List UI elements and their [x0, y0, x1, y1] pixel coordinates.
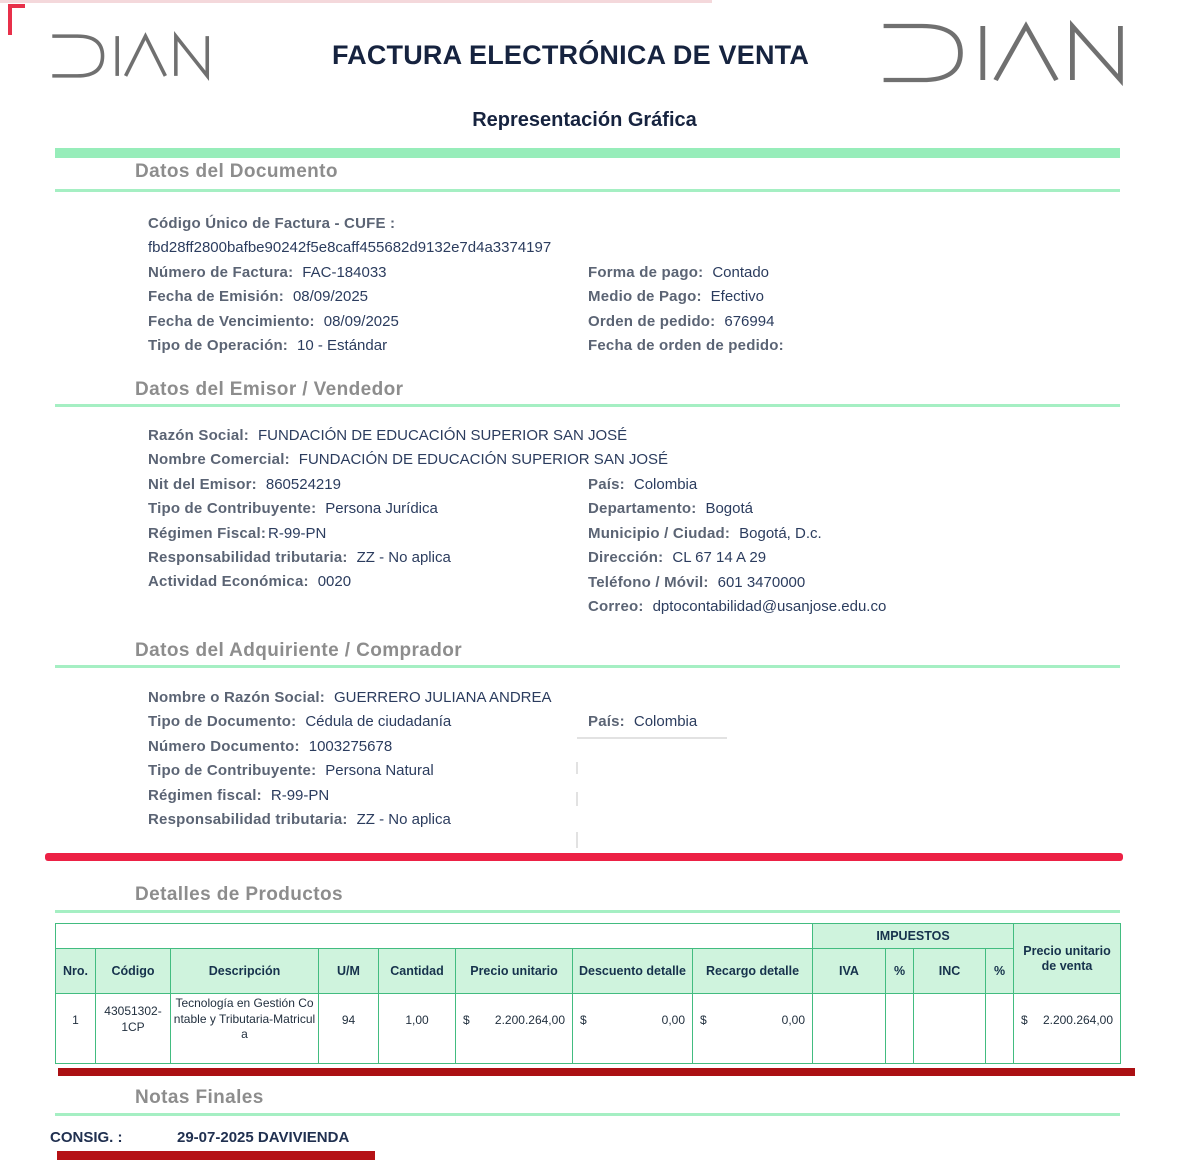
- field-correo: Correo: dptocontabilidad@usanjose.edu.co: [588, 597, 887, 615]
- field-medio-pago: Medio de Pago: Efectivo: [588, 288, 764, 306]
- products-table: [55, 923, 1121, 1064]
- page-subtitle: Representación Gráfica: [472, 109, 697, 131]
- amount: 0,00: [661, 1012, 685, 1027]
- crop-mark: [8, 4, 12, 35]
- column-header-recargo-detalle: Recargo detalle: [693, 949, 813, 994]
- consig-value: 29-07-2025 DAVIVIENDA: [177, 1129, 350, 1146]
- column-header-precio-unitario: Precio unitario: [456, 949, 573, 994]
- emisor-fields-right: [588, 473, 886, 619]
- section-heading-notas: Notas Finales: [135, 1087, 264, 1108]
- green-divider: [55, 189, 1120, 192]
- cell-recargo-detalle: [693, 994, 813, 1064]
- redacted-content: [577, 737, 727, 739]
- field-nit-emisor: Nit del Emisor: 860524219: [148, 475, 341, 493]
- field-forma-pago: Forma de pago: Contado: [588, 264, 770, 281]
- table-row: [56, 994, 1121, 1064]
- amount: 2.200.264,00: [1042, 1012, 1114, 1027]
- crop-mark: [8, 4, 25, 8]
- column-header-iva: IVA: [813, 949, 886, 994]
- column-header-impuestos: IMPUESTOS: [813, 924, 1014, 949]
- section-heading-documento: Datos del Documento: [135, 161, 338, 182]
- cell-cantidad: 1,00: [379, 994, 456, 1064]
- cell-inc: [914, 994, 986, 1064]
- currency-symbol: $: [580, 1012, 587, 1027]
- scan-artifact-line: [0, 0, 712, 3]
- red-divider-line: [45, 853, 1123, 861]
- cell-inc-pct: [986, 994, 1014, 1064]
- field-numero-documento: Número Documento: 1003275678: [148, 737, 393, 755]
- field-fecha-vencimiento: Fecha de Vencimiento: 08/09/2025: [148, 312, 399, 330]
- page-title: FACTURA ELECTRÓNICA DE VENTA: [331, 40, 810, 70]
- field-tipo-contribuyente-emisor: Tipo de Contribuyente: Persona Jurídica: [148, 500, 438, 518]
- currency-symbol: $: [463, 1012, 470, 1027]
- field-cufe-value: fbd28ff2800bafbe90242f5e8caff455682d9132e7d4a3374197: [148, 239, 552, 257]
- redacted-content: [576, 832, 578, 848]
- consig-label: CONSIG. :: [50, 1129, 123, 1146]
- green-divider: [55, 910, 1120, 913]
- adquiriente-fields-right: [588, 710, 697, 734]
- green-divider: [55, 665, 1120, 668]
- column-header-nro: Nro.: [56, 949, 96, 994]
- column-header-codigo: Código: [96, 949, 171, 994]
- section-heading-productos: Detalles de Productos: [135, 884, 343, 905]
- field-pais-emisor: País: Colombia: [588, 476, 698, 493]
- field-nombre-razon-social: Nombre o Razón Social: GUERRERO JULIANA ANDREA: [148, 689, 552, 706]
- documento-fields-left: [148, 212, 551, 358]
- section-heading-adquiriente: Datos del Adquiriente / Comprador: [135, 640, 463, 661]
- amount: 2.200.264,00: [494, 1012, 565, 1027]
- field-responsabilidad-tributaria-emisor: Responsabilidad tributaria: ZZ - No aplica: [148, 548, 451, 566]
- field-tipo-contribuyente-adquiriente: Tipo de Contribuyente: Persona Natural: [148, 762, 434, 780]
- cell-precio-unitario-venta: [1014, 994, 1121, 1064]
- field-fecha-orden-pedido: Fecha de orden de pedido:: [588, 337, 784, 355]
- field-telefono: Teléfono / Móvil: 601 3470000: [588, 573, 806, 591]
- cell-iva: [813, 994, 886, 1064]
- field-razon-social: Razón Social: FUNDACIÓN DE EDUCACIÓN SUPERIOR SAN JOSÉ: [148, 427, 628, 444]
- redacted-content: [576, 792, 578, 806]
- column-header-iva-pct: %: [886, 949, 914, 994]
- column-header-inc-pct: %: [986, 949, 1014, 994]
- field-regimen-fiscal-adquiriente: Régimen fiscal: R-99-PN: [148, 786, 330, 804]
- column-header-um: U/M: [319, 949, 379, 994]
- field-actividad-economica: Actividad Económica: 0020: [148, 573, 352, 591]
- section-heading-emisor: Datos del Emisor / Vendedor: [135, 379, 404, 400]
- field-orden-pedido: Orden de pedido: 676994: [588, 312, 775, 330]
- red-underline: [57, 1151, 375, 1160]
- field-responsabilidad-tributaria-adquiriente: Responsabilidad tributaria: ZZ - No aplica: [148, 810, 451, 828]
- column-header-cantidad: Cantidad: [379, 949, 456, 994]
- cell-descripcion: Tecnología en Gestión Contable y Tributaria-Matricula: [171, 994, 319, 1064]
- green-divider: [55, 404, 1120, 407]
- column-header-descripcion: Descripción: [171, 949, 319, 994]
- cell-descuento-detalle: [573, 994, 693, 1064]
- column-header-inc: INC: [914, 949, 986, 994]
- field-fecha-emision: Fecha de Emisión: 08/09/2025: [148, 288, 369, 306]
- redacted-content: [576, 762, 578, 774]
- field-tipo-documento: Tipo de Documento: Cédula de ciudadanía: [148, 713, 452, 731]
- field-numero-factura: Número de Factura: FAC-184033: [148, 263, 387, 281]
- field-direccion: Dirección: CL 67 14 A 29: [588, 549, 767, 567]
- column-header-descuento-detalle: Descuento detalle: [573, 949, 693, 994]
- amount: 0,00: [781, 1012, 805, 1027]
- field-nombre-comercial: Nombre Comercial: FUNDACIÓN DE EDUCACIÓN SUPERIOR SAN JOSÉ: [148, 451, 668, 469]
- cell-precio-unitario: [456, 994, 573, 1064]
- cell-iva-pct: [886, 994, 914, 1064]
- field-pais-adquiriente: País: Colombia: [588, 713, 698, 730]
- green-divider: [55, 1113, 1120, 1116]
- red-divider-line: [58, 1068, 1135, 1076]
- field-departamento: Departamento: Bogotá: [588, 500, 753, 518]
- field-municipio: Municipio / Ciudad: Bogotá, D.c.: [588, 524, 822, 542]
- adquiriente-fields-left: [148, 686, 552, 832]
- green-bar: [55, 148, 1120, 158]
- cell-nro: 1: [56, 994, 96, 1064]
- cell-um: 94: [319, 994, 379, 1064]
- field-tipo-operacion: Tipo de Operación: 10 - Estándar: [148, 336, 388, 354]
- table-spacer: [56, 924, 813, 949]
- field-regimen-fiscal-emisor: Régimen Fiscal: R-99-PN: [148, 524, 327, 542]
- currency-symbol: $: [1021, 1012, 1028, 1027]
- currency-symbol: $: [700, 1012, 707, 1027]
- documento-fields-right: [588, 261, 793, 359]
- field-cufe-label: Código Único de Factura - CUFE :: [148, 215, 396, 232]
- column-header-precio-unitario-venta: Precio unitario de venta: [1014, 924, 1121, 994]
- cell-codigo: 43051302-1CP: [96, 994, 171, 1064]
